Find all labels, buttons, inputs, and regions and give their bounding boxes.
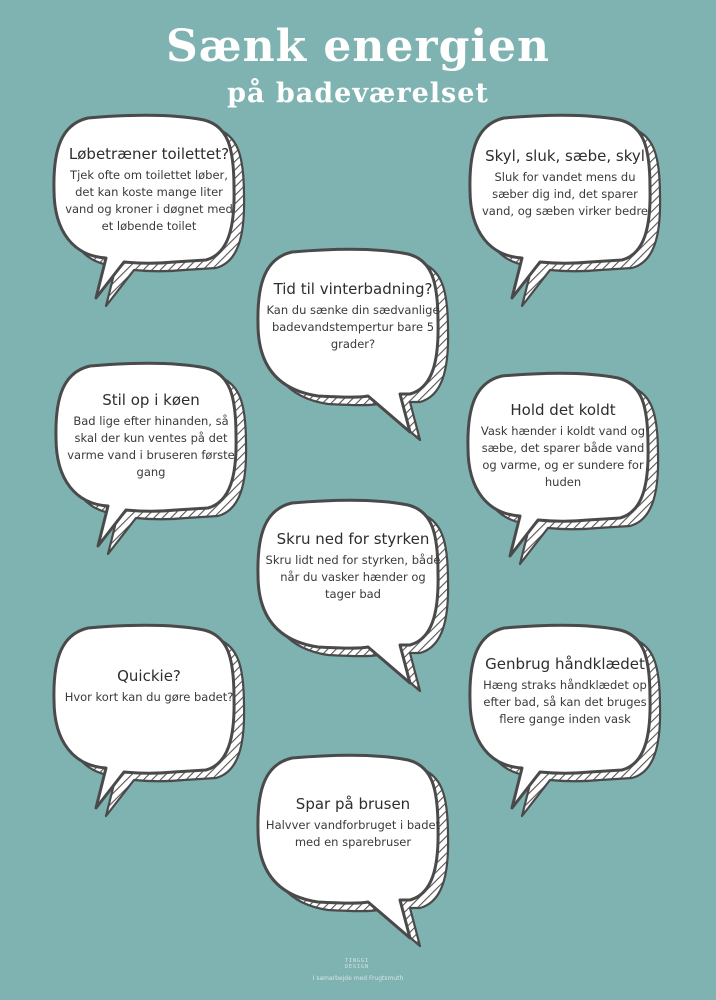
- bubble-heading: Skru ned for styrken: [276, 530, 430, 548]
- bubble-body: Hvor kort kan du gøre badet?: [64, 690, 234, 704]
- bubble-body: Skru lidt ned for styrken, både når du vasker hænder og tager bad: [265, 553, 441, 601]
- speech-bubble-pressure: [250, 497, 460, 692]
- bubble-body: Hæng straks håndklædet op efter bad, så kan det bruges flere gange inden vask: [483, 678, 647, 726]
- speech-bubble-winter-bath: [250, 246, 460, 441]
- bubble-body: Tjek ofte om toilettet løber, det kan koste mange liter vand og kroner i døgnet med et løbende toilet: [65, 168, 233, 233]
- speech-bubble-towel: [462, 622, 672, 817]
- bubble-heading: Hold det koldt: [510, 401, 616, 419]
- speech-bubble-cold: [460, 370, 670, 565]
- bubble-body: Halvver vandforbruget i badet med en sparebruser: [265, 818, 441, 849]
- bubble-heading: Stil op i køen: [102, 391, 200, 409]
- bubble-heading: Tid til vinterbadning?: [273, 280, 433, 298]
- bubble-body: Vask hænder i koldt vand og sæbe, det sparer både vand og varme, og er sundere for huden: [480, 424, 646, 489]
- poster-title: Sænk energien: [165, 21, 551, 72]
- speech-bubble-shape: [46, 622, 256, 817]
- bubble-heading: Quickie?: [117, 667, 181, 685]
- bubble-body: Kan du sænke din sædvanlige badevandstempertur bare 5 grader?: [266, 303, 440, 351]
- speech-bubble-queue: [48, 360, 258, 555]
- bubble-heading: Løbetræner toilettet?: [68, 145, 230, 163]
- bubble-heading: Genbrug håndklædet: [485, 655, 645, 673]
- poster-subtitle: på badeværelset: [227, 78, 489, 109]
- bubble-heading: Spar på brusen: [295, 795, 411, 813]
- speech-bubble-quickie: [46, 622, 256, 817]
- footer-credit: I samarbejde med Frugtsmuth: [312, 975, 404, 982]
- designer-logo: TINGGI DESIGN: [344, 958, 370, 970]
- speech-bubble-toilet: [46, 112, 256, 307]
- bubble-body: Sluk for vandet mens du sæber dig ind, det sparer vand, og sæben virker bedre: [481, 170, 648, 218]
- speech-bubble-rinse: [462, 112, 672, 307]
- speech-bubble-shower: [250, 752, 460, 947]
- bubble-body: Bad lige efter hinanden, så skal der kun ventes på det varme vand i bruseren første gang: [67, 414, 235, 479]
- bubble-heading: Skyl, sluk, sæbe, skyl: [485, 147, 645, 165]
